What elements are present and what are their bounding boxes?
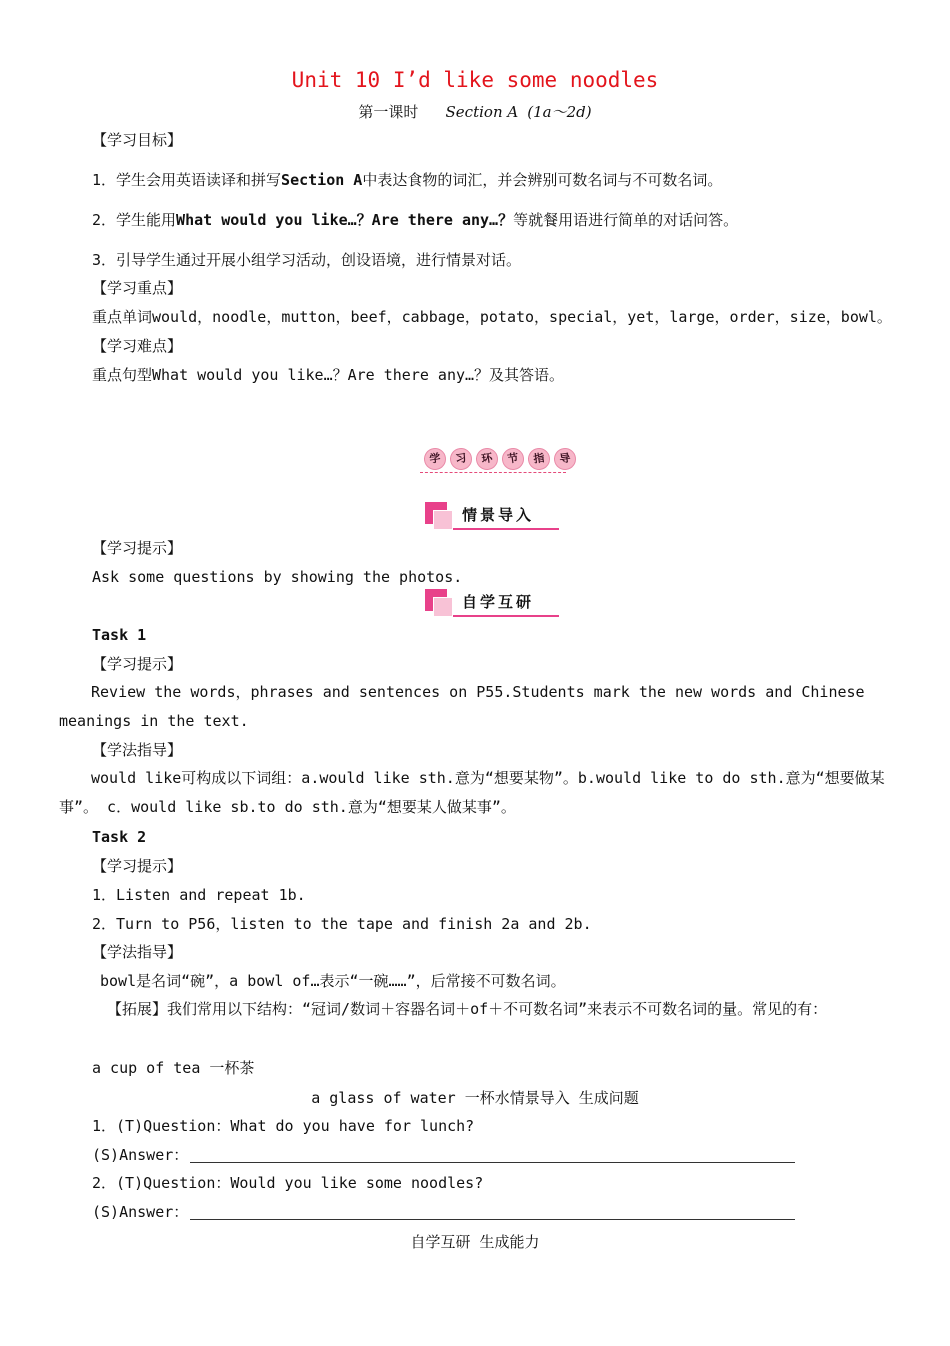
- task2-tip-header: 【学习提示】: [92, 857, 183, 875]
- task1-tip-header: 【学习提示】: [92, 655, 183, 673]
- example-2: a glass of water 一杯水情景导入 生成问题: [311, 1089, 639, 1107]
- section-header-self-study: 自学互研: [425, 589, 559, 617]
- intro-tip-header: 【学习提示】: [92, 539, 183, 557]
- question-2: 2．(T)Question：Would you like some noodles?: [92, 1174, 484, 1192]
- focus-header: 【学习重点】: [92, 279, 183, 297]
- footer-label: 自学互研 生成能力: [410, 1233, 540, 1251]
- example-1: a cup of tea 一杯茶: [92, 1059, 255, 1077]
- question-1: 1．(T)Question：What do you have for lunch?: [92, 1117, 475, 1135]
- section-label: Section A: [445, 103, 519, 121]
- difficulty-text: 重点句型What would you like…？Are there any…？及其答语。: [92, 366, 565, 384]
- task2-tip-1: 1．Listen and repeat 1b.: [92, 886, 306, 904]
- task2-tip-2: 2．Turn to P56，listen to the tape and finish 2a and 2b.: [92, 915, 592, 933]
- page-title: Unit 10 I’d like some noodles: [291, 68, 659, 92]
- answer-1: (S)Answer：: [92, 1145, 795, 1165]
- section-range: (1a～2d): [527, 103, 592, 121]
- task1-guide-header: 【学法指导】: [92, 741, 183, 759]
- task2-title: Task 2: [92, 828, 147, 846]
- difficulty-header: 【学习难点】: [92, 337, 183, 355]
- banner-char: 节: [501, 447, 526, 472]
- banner-char: 指: [527, 447, 552, 472]
- answer-2: (S)Answer：: [92, 1202, 795, 1222]
- goal-item-2: 2．学生能用What would you like…？Are there any…？等就餐用语进行简单的对话问答。: [92, 211, 739, 229]
- task1-tip: Review the words，phrases and sentences on P55.Students mark the new words and Chinese meanings in the text.: [59, 683, 865, 730]
- banner-char: 习: [449, 447, 474, 472]
- guide-banner: [420, 446, 572, 476]
- goal-item-3: 3．引导学生通过开展小组学习活动，创设语境，进行情景对话。: [92, 251, 522, 269]
- intro-text: Ask some questions by showing the photos.: [92, 568, 463, 586]
- banner-char: 环: [475, 447, 500, 472]
- section-header-intro: 情景导入: [425, 502, 559, 530]
- answer-2-blank[interactable]: [190, 1205, 795, 1220]
- lesson-label: 第一课时: [358, 103, 419, 121]
- task1-guide: would like可构成以下词组：a.would like sth.意为“想要某物”。b.would like to do sth.意为“想要做某事”。 c．would like sb.to do sth.意为“想要某人做某事”。: [59, 769, 885, 816]
- goal-item-1: 1．学生会用英语读译和拼写Section A中表达食物的词汇，并会辨别可数名词与不可数名词。: [92, 171, 723, 189]
- goals-header: 【学习目标】: [92, 131, 183, 149]
- answer-1-blank[interactable]: [190, 1148, 795, 1163]
- banner-divider: [420, 472, 566, 473]
- banner-char: 学: [423, 447, 448, 472]
- task2-guide-header: 【学法指导】: [92, 943, 183, 961]
- task1-title: Task 1: [92, 626, 147, 644]
- banner-char: 导: [553, 447, 578, 472]
- lesson-subtitle: [0, 101, 950, 122]
- extend-text: 【拓展】我们常用以下结构：“冠词/数词＋容器名词＋of＋不可数名词”来表示不可数名词的量。常见的有：: [107, 1000, 828, 1018]
- focus-text: 重点单词would，noodle，mutton，beef，cabbage，potato，special，yet，large，order，size，bowl。: [92, 308, 892, 326]
- task2-guide: bowl是名词“碗”，a bowl of…表示“一碗……”，后常接不可数名词。: [100, 972, 566, 990]
